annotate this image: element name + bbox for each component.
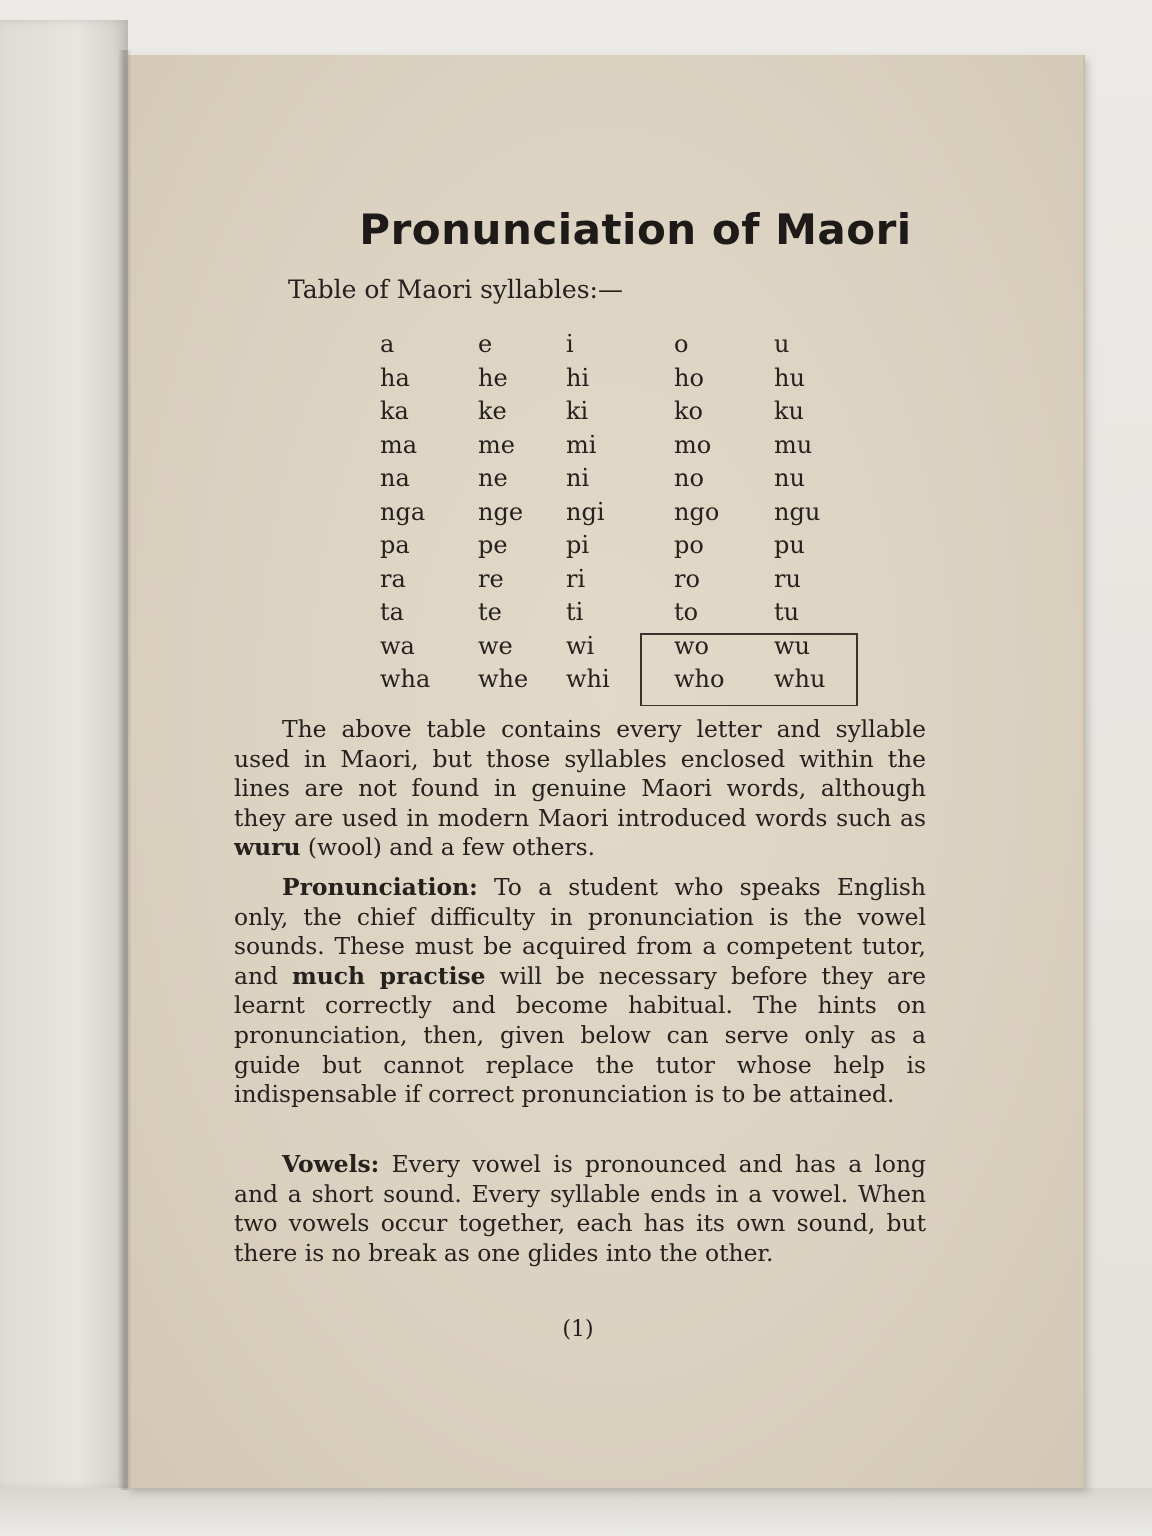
syllable-cell: e: [478, 330, 493, 358]
syllable-cell: hu: [774, 363, 805, 392]
paragraph-text: The above table contains every letter and syllable used in Maori, but those syllables enclosed within the lines are not found in genuine Maori words, although they are used in modern Maori introduced words such as: [234, 715, 926, 832]
syllable-cell: nu: [774, 464, 805, 492]
table-surface: [0, 1488, 1152, 1536]
paragraph-text: (wool) and a few others.: [300, 833, 596, 862]
book-page: [128, 55, 1085, 1488]
syllable-cell: ku: [774, 397, 804, 425]
syllable-cell: ra: [380, 564, 406, 593]
page-title: Pronunciation of Maori: [359, 205, 912, 254]
syllable-cell: pu: [774, 531, 805, 559]
syllable-cell: ha: [380, 363, 410, 392]
syllable-cell: to: [674, 598, 699, 626]
bold-word-wuru: wuru: [234, 833, 301, 862]
paragraph-pronunciation: [234, 873, 926, 1110]
syllable-cell: whe: [478, 665, 529, 693]
syllable-cell: wa: [380, 631, 415, 660]
table-intro: Table of Maori syllables:—: [288, 275, 623, 304]
syllable-cell: ngo: [674, 497, 720, 526]
syllable-cell: na: [380, 464, 410, 492]
syllable-cell: re: [478, 564, 504, 593]
syllable-cell: he: [478, 363, 508, 392]
syllable-cell: ki: [566, 397, 589, 425]
syllable-cell: we: [478, 631, 513, 660]
syllable-cell: ngi: [566, 497, 605, 526]
syllable-cell: no: [674, 464, 704, 492]
syllable-cell: ro: [674, 564, 700, 593]
syllable-cell: po: [674, 531, 704, 559]
syllable-cell: ngu: [774, 497, 821, 526]
syllable-cell: mo: [674, 430, 712, 459]
syllable-cell: wu: [774, 631, 810, 660]
paragraph-text: Every vowel is pronounced and has a long and a short sound. Every syllable ends in a vowel. When two vowels occur together, each has its own sound, but there is no break as one glides into the other.: [234, 1150, 926, 1267]
paragraph-text: will be necessary before they are learnt correctly and become habitual. The hints on pronunciation, then, given below can serve only as a guide but cannot replace the tutor whose help is indispensable if correct pronunciation is to be attained.: [234, 961, 927, 1109]
syllable-cell: wo: [674, 631, 709, 660]
syllable-cell: whi: [566, 665, 610, 693]
syllable-cell: wi: [566, 631, 595, 660]
syllable-cell: a: [380, 330, 395, 358]
syllable-cell: i: [566, 330, 574, 358]
syllable-cell: ta: [380, 598, 404, 626]
syllable-cell: whu: [774, 665, 826, 693]
syllable-cell: ko: [674, 397, 703, 425]
syllable-cell: ti: [566, 598, 584, 626]
syllable-cell: ri: [566, 564, 586, 593]
syllable-cell: tu: [774, 598, 800, 626]
syllable-cell: u: [774, 330, 790, 358]
syllable-cell: mi: [566, 430, 597, 459]
syllable-cell: ni: [566, 464, 590, 492]
syllable-cell: pe: [478, 531, 508, 559]
spine-shadow: [118, 50, 132, 1490]
syllable-cell: ru: [774, 564, 801, 593]
paragraph-vowels: [234, 1150, 926, 1268]
syllable-cell: mu: [774, 430, 813, 459]
syllable-cell: nge: [478, 497, 524, 526]
syllable-cell: wha: [380, 665, 431, 693]
paragraph-heading: Pronunciation:: [282, 873, 478, 901]
paragraph-heading: Vowels:: [282, 1150, 380, 1178]
bold-phrase: much practise: [291, 961, 486, 990]
paragraph-table-note: [234, 715, 926, 863]
syllable-cell: ke: [478, 397, 507, 425]
enclosed-syllables-box: [640, 633, 858, 706]
left-page-edge: [0, 20, 128, 1490]
syllable-cell: who: [674, 665, 725, 693]
page-number: (1): [562, 1317, 594, 1342]
syllable-cell: nga: [380, 497, 426, 526]
syllable-cell: ka: [380, 397, 409, 425]
syllable-cell: ho: [674, 363, 704, 392]
syllable-cell: ma: [380, 430, 418, 459]
syllable-cell: te: [478, 598, 502, 626]
paragraph-text: To a student who speaks English only, the chief difficulty in pronunciation is the vowel sounds. These must be acquired from a competent tutor, and: [234, 873, 926, 990]
syllable-cell: pi: [566, 531, 590, 559]
syllable-cell: pa: [380, 531, 410, 559]
syllable-cell: ne: [478, 464, 508, 492]
syllable-cell: o: [674, 330, 689, 358]
syllable-cell: me: [478, 430, 515, 459]
syllable-cell: hi: [566, 363, 590, 392]
